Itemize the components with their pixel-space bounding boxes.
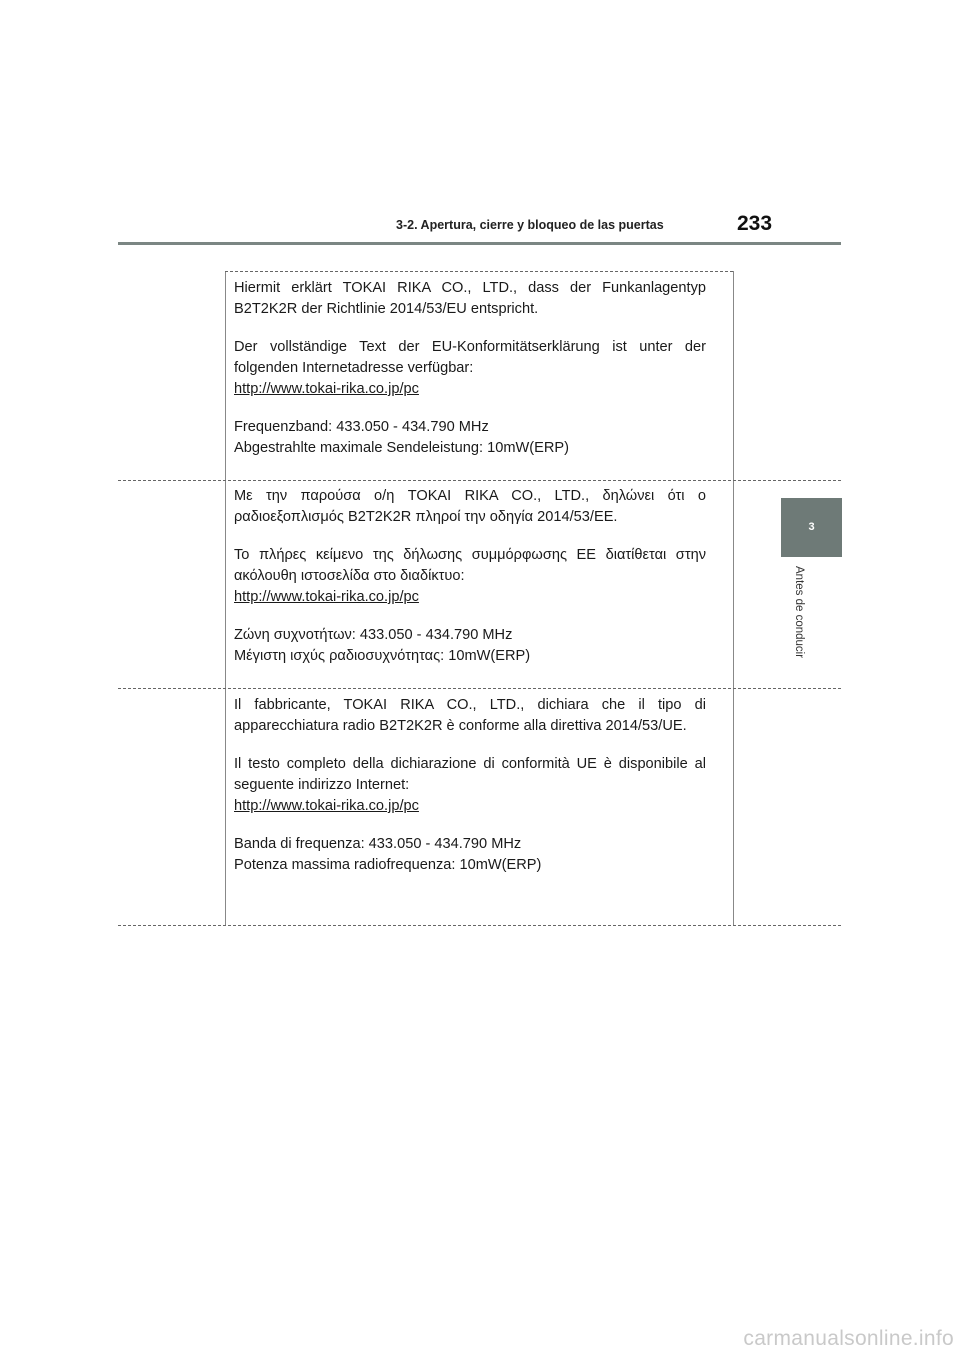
- declaration-section-german: [234, 278, 706, 459]
- header-divider: [118, 242, 841, 245]
- frequency-band: Frequenzband: 433.050 - 434.790 MHz: [234, 419, 489, 435]
- max-power: Potenza massima radiofrequenza: 10mW(ERP): [234, 857, 542, 873]
- declaration-link[interactable]: http://www.tokai-rika.co.jp/pc: [234, 798, 419, 814]
- box-top-rule: [225, 271, 733, 272]
- section-title: 3-2. Apertura, cierre y bloqueo de las puertas: [396, 218, 664, 232]
- page-number: 233: [737, 212, 773, 235]
- declaration-link[interactable]: http://www.tokai-rika.co.jp/pc: [234, 589, 419, 605]
- max-power: Μέγιστη ισχύς ραδιοσυχνότητας: 10mW(ERP): [234, 648, 531, 664]
- max-power: Abgestrahlte maximale Sendeleistung: 10mW(ERP): [234, 440, 569, 456]
- declaration-section-italian: [234, 695, 706, 876]
- conformity-statement: Με την παρούσα ο/η TOKAI RIKA CO., LTD., δηλώνει ότι ο ραδιοεξοπλισμός B2T2K2R πληροί την οδηγία 2014/53/ΕΕ.: [234, 488, 706, 525]
- declaration-section-greek: [234, 486, 706, 667]
- frequency-band: Ζώνη συχνοτήτων: 433.050 - 434.790 MHz: [234, 627, 513, 643]
- frequency-band: Banda di frequenza: 433.050 - 434.790 MHz: [234, 836, 522, 852]
- watermark: carmanualsonline.info: [743, 1327, 954, 1350]
- box-bottom-rule: [118, 925, 841, 926]
- chapter-label: Antes de conducir: [793, 566, 805, 659]
- declaration-link[interactable]: http://www.tokai-rika.co.jp/pc: [234, 381, 419, 397]
- chapter-tab: 3: [781, 498, 842, 557]
- availability-text: Il testo completo della dichiarazione di conformità UE è disponibile al seguente indirizzo Internet:: [234, 756, 706, 793]
- conformity-statement: Hiermit erklärt TOKAI RIKA CO., LTD., dass der Funkanlagentyp B2T2K2R der Richtlinie 2014/53/EU entspricht.: [234, 280, 706, 317]
- section-divider: [118, 480, 841, 481]
- availability-text: Το πλήρες κείμενο της δήλωσης συμμόρφωσης ΕΕ διατίθεται στην ακόλουθη ιστοσελίδα στο διαδίκτυο:: [234, 547, 706, 584]
- section-divider: [118, 688, 841, 689]
- availability-text: Der vollständige Text der EU-Konformitätserklärung ist unter der folgenden Internetadresse verfügbar:: [234, 339, 706, 376]
- conformity-statement: Il fabbricante, TOKAI RIKA CO., LTD., dichiara che il tipo di apparecchiatura radio B2T2K2R è conforme alla direttiva 2014/53/UE.: [234, 697, 706, 734]
